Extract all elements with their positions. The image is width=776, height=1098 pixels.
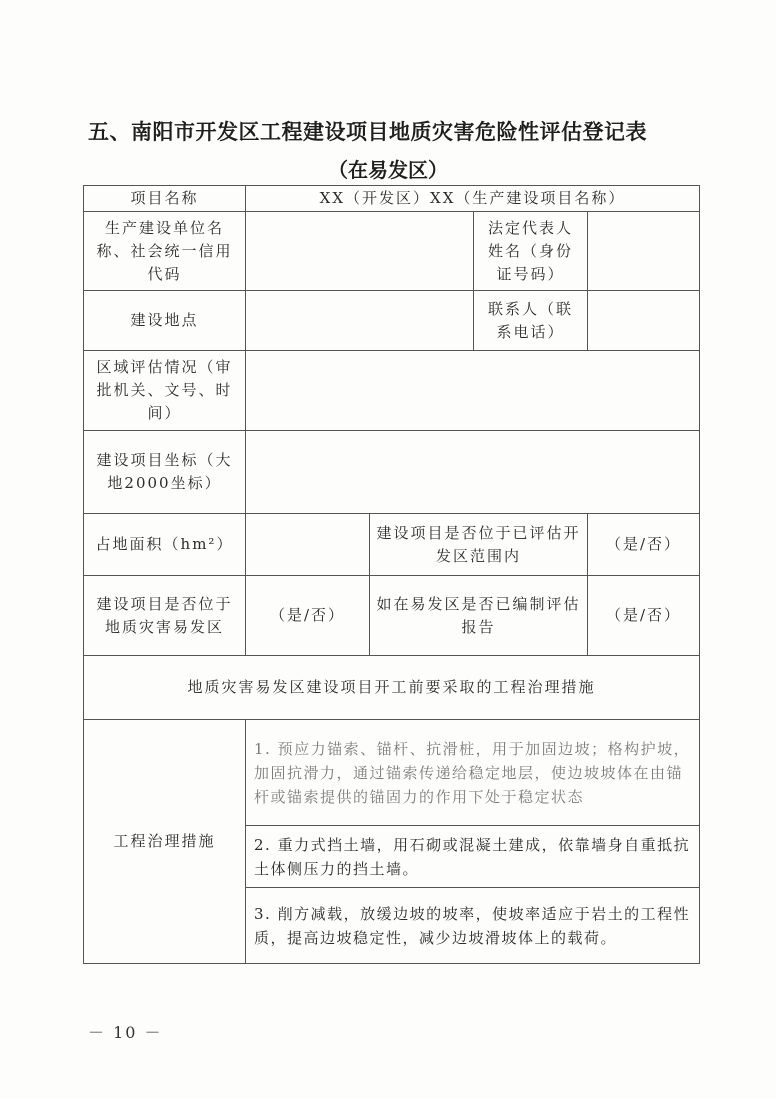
project-name-value: XX（开发区）XX（生产建设项目名称）	[246, 186, 700, 212]
measures-label: 工程治理措施	[84, 720, 246, 964]
document-subtitle: （在易发区）	[328, 158, 448, 182]
registration-table	[83, 185, 700, 964]
coords-value-cell[interactable]	[246, 431, 700, 514]
project-name-label: 项目名称	[84, 186, 246, 212]
in-dev-zone-label: 建设项目是否位于已评估开发区范围内	[370, 514, 588, 576]
measure-2: 2. 重力式挡土墙，用石砌或混凝土建成，依靠墙身自重抵抗土体侧压力的挡土墙。	[246, 826, 700, 888]
legal-rep-value-cell[interactable]	[588, 212, 700, 291]
unit-label: 生产建设单位名称、社会统一信用代码	[84, 212, 246, 291]
coords-label: 建设项目坐标（大地2000坐标）	[84, 431, 246, 514]
in-dev-zone-value[interactable]: （是/否）	[588, 514, 700, 576]
area-label: 占地面积（hm²）	[84, 514, 246, 576]
report-label: 如在易发区是否已编制评估报告	[370, 576, 588, 656]
regional-eval-label: 区域评估情况（审批机关、文号、时间）	[84, 351, 246, 431]
location-value-cell[interactable]	[246, 291, 474, 351]
row-measures-heading	[84, 656, 700, 720]
in-hazard-zone-value[interactable]: （是/否）	[246, 576, 370, 656]
in-hazard-zone-label: 建设项目是否位于地质灾害易发区	[84, 576, 246, 656]
row-hazard-zone	[84, 576, 700, 656]
page-number: － 10 －	[88, 1023, 163, 1042]
row-location	[84, 291, 700, 351]
row-unit	[84, 212, 700, 291]
contact-label: 联系人（联系电话）	[474, 291, 588, 351]
row-coordinates	[84, 431, 700, 514]
row-regional-eval	[84, 351, 700, 431]
row-area	[84, 514, 700, 576]
area-value-cell[interactable]	[246, 514, 370, 576]
location-label: 建设地点	[84, 291, 246, 351]
report-value[interactable]: （是/否）	[588, 576, 700, 656]
contact-value-cell[interactable]	[588, 291, 700, 351]
unit-value-cell[interactable]	[246, 212, 474, 291]
row-measure-1	[84, 720, 700, 826]
measure-3: 3. 削方减载，放缓边坡的坡率，使坡率适应于岩土的工程性质，提高边坡稳定性，减少边坡滑坡体上的载荷。	[246, 888, 700, 964]
row-project-name	[84, 186, 700, 212]
legal-rep-label: 法定代表人姓名（身份证号码）	[474, 212, 588, 291]
measures-heading: 地质灾害易发区建设项目开工前要采取的工程治理措施	[84, 656, 700, 720]
document-title: 五、南阳市开发区工程建设项目地质灾害危险性评估登记表	[88, 120, 647, 144]
regional-eval-value-cell[interactable]	[246, 351, 700, 431]
measure-1: 1. 预应力锚索、锚杆、抗滑桩，用于加固边坡；格构护坡，加固抗滑力，通过锚索传递给稳定地层，使边坡坡体在由锚杆或锚索提供的锚固力的作用下处于稳定状态	[246, 720, 700, 826]
